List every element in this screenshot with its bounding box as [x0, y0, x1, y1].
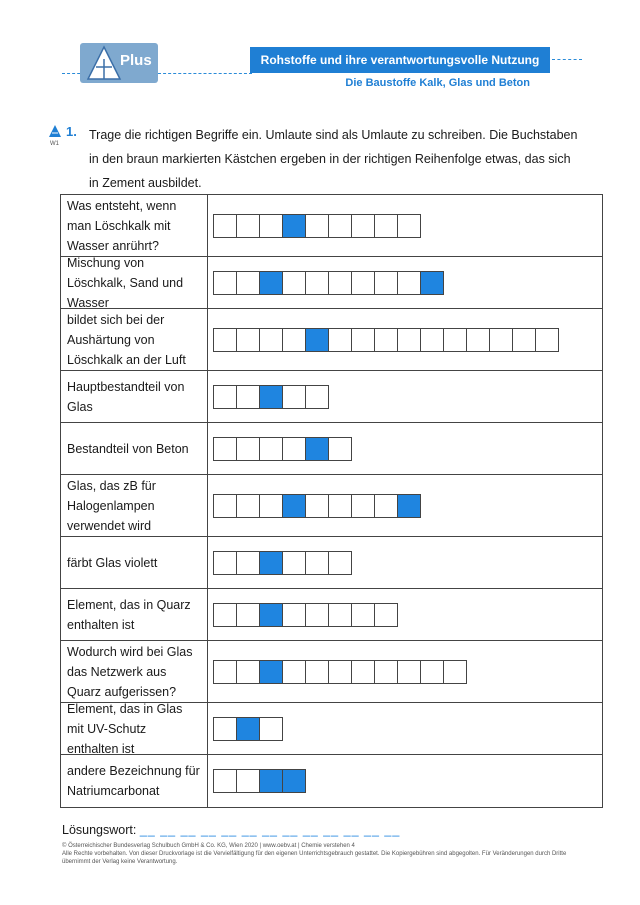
answer-cell[interactable] [213, 717, 237, 741]
answer-cell[interactable] [236, 551, 260, 575]
answer-cell-highlighted[interactable] [282, 214, 306, 238]
puzzle-row [61, 257, 602, 309]
answer-cells [208, 641, 602, 702]
answer-cell[interactable] [213, 494, 237, 518]
solution-label: Lösungswort: [62, 823, 137, 837]
answer-cell[interactable] [282, 603, 306, 627]
answer-cell[interactable] [328, 660, 352, 684]
answer-cell[interactable] [443, 660, 467, 684]
answer-cell[interactable] [397, 214, 421, 238]
logo-text: Plus [120, 52, 152, 69]
answer-cell[interactable] [466, 328, 490, 352]
task-level-label: W1 [50, 141, 59, 147]
answer-cell-highlighted[interactable] [305, 437, 329, 461]
answer-cell[interactable] [328, 551, 352, 575]
answer-cell-highlighted[interactable] [259, 271, 283, 295]
answer-cell[interactable] [213, 328, 237, 352]
clue-text: andere Bezeichnung für Natriumcarbonat [61, 755, 208, 807]
puzzle-row [61, 423, 602, 475]
answer-cell[interactable] [397, 328, 421, 352]
puzzle-row [61, 589, 602, 641]
task-instruction: Trage die richtigen Begriffe ein. Umlaute sind als Umlaute zu schreiben. Die Buchstaben in den braun markierten Kästchen ergeben in der richtigen Reihenfolge etwas, das sich in Zement ausbildet. [89, 128, 578, 190]
clue-text: Hauptbestandteil von Glas [61, 371, 208, 422]
answer-cell[interactable] [282, 271, 306, 295]
answer-cell[interactable] [374, 660, 398, 684]
answer-cell[interactable] [282, 385, 306, 409]
header-title: Rohstoffe und ihre verantwortungsvolle Nutzung [250, 47, 550, 73]
answer-cell[interactable] [328, 214, 352, 238]
answer-cell[interactable] [236, 214, 260, 238]
footer [62, 842, 582, 866]
answer-cells [208, 257, 602, 308]
answer-cell-highlighted[interactable] [259, 660, 283, 684]
answer-cell-highlighted[interactable] [259, 603, 283, 627]
answer-cell[interactable] [328, 437, 352, 461]
answer-cell[interactable] [443, 328, 467, 352]
clue-text: bildet sich bei der Aushärtung von Löschkalk an der Luft [61, 309, 208, 370]
answer-cell[interactable] [351, 214, 375, 238]
clue-text: Was entsteht, wenn man Löschkalk mit Wasser anrührt? [61, 195, 208, 256]
answer-cell[interactable] [397, 660, 421, 684]
puzzle-row [61, 475, 602, 537]
answer-cell[interactable] [259, 214, 283, 238]
answer-cell[interactable] [282, 437, 306, 461]
answer-cells [208, 309, 602, 370]
answer-cell[interactable] [236, 603, 260, 627]
answer-cell[interactable] [305, 494, 329, 518]
answer-cell[interactable] [305, 551, 329, 575]
answer-cell[interactable] [213, 271, 237, 295]
answer-cell-highlighted[interactable] [282, 769, 306, 793]
answer-cells [208, 195, 602, 256]
header-dashed-line-right [552, 59, 582, 60]
answer-cell[interactable] [351, 271, 375, 295]
answer-cell[interactable] [236, 660, 260, 684]
clue-text: Wodurch wird bei Glas das Netzwerk aus Quarz aufgerissen? [61, 641, 208, 702]
answer-cell[interactable] [282, 660, 306, 684]
answer-cell[interactable] [236, 271, 260, 295]
answer-cell[interactable] [213, 660, 237, 684]
answer-cell[interactable] [351, 494, 375, 518]
answer-cell[interactable] [351, 603, 375, 627]
answer-cell[interactable] [328, 271, 352, 295]
answer-cell[interactable] [397, 271, 421, 295]
answer-cell-highlighted[interactable] [259, 769, 283, 793]
header-subtitle: Die Baustoffe Kalk, Glas und Beton [345, 77, 530, 89]
answer-cell-highlighted[interactable] [259, 551, 283, 575]
clue-text: Element, das in Quarz enthalten ist [61, 589, 208, 640]
answer-cell[interactable] [420, 328, 444, 352]
answer-cell[interactable] [236, 769, 260, 793]
answer-cell[interactable] [213, 769, 237, 793]
answer-cell[interactable] [305, 271, 329, 295]
answer-cell[interactable] [374, 214, 398, 238]
answer-cells [208, 755, 602, 807]
answer-cell[interactable] [351, 660, 375, 684]
puzzle-row [61, 195, 602, 257]
answer-cell-highlighted[interactable] [236, 717, 260, 741]
answer-cell[interactable] [259, 494, 283, 518]
task-number: 1. [66, 124, 77, 139]
footer-rights: Alle Rechte vorbehalten. Von dieser Druckvorlage ist die Vervielfältigung für den eigenen Unterrichtsgebrauch gestattet. Die Kopiergebühren sind abgegolten. Für Veränderungen durch Dritte übernimmt der Verlag keine Verantwortung. [62, 851, 567, 865]
puzzle-row [61, 309, 602, 371]
clue-text: färbt Glas violett [61, 537, 208, 588]
answer-cell[interactable] [512, 328, 536, 352]
answer-cell[interactable] [236, 437, 260, 461]
solution-blanks[interactable]: __ __ __ __ __ __ __ __ __ __ __ __ __ [139, 823, 401, 837]
answer-cell[interactable] [374, 494, 398, 518]
answer-cell[interactable] [282, 551, 306, 575]
answer-cells [208, 423, 602, 474]
clue-text: Element, das in Glas mit UV-Schutz enthalten ist [61, 703, 208, 754]
clue-text: Bestandteil von Beton [61, 423, 208, 474]
answer-cell[interactable] [213, 214, 237, 238]
answer-cell[interactable] [351, 328, 375, 352]
answer-cell[interactable] [328, 603, 352, 627]
answer-cells [208, 371, 602, 422]
puzzle-row [61, 641, 602, 703]
answer-cells [208, 589, 602, 640]
answer-cell[interactable] [236, 328, 260, 352]
answer-cell-highlighted[interactable] [259, 385, 283, 409]
crossword-table [60, 194, 603, 808]
answer-cell-highlighted[interactable] [397, 494, 421, 518]
answer-cell[interactable] [213, 551, 237, 575]
plus-logo [80, 43, 158, 83]
answer-cell[interactable] [236, 494, 260, 518]
answer-cell[interactable] [305, 214, 329, 238]
clue-text: Mischung von Löschkalk, Sand und Wasser [61, 257, 208, 308]
solution-line [62, 823, 400, 837]
answer-cell[interactable] [259, 437, 283, 461]
pyramid-icon [86, 45, 122, 81]
puzzle-row [61, 371, 602, 423]
answer-cell[interactable] [489, 328, 513, 352]
puzzle-row [61, 703, 602, 755]
answer-cell[interactable] [213, 437, 237, 461]
answer-cell[interactable] [213, 385, 237, 409]
answer-cell[interactable] [305, 385, 329, 409]
answer-cell[interactable] [374, 328, 398, 352]
answer-cell-highlighted[interactable] [305, 328, 329, 352]
answer-cell[interactable] [328, 328, 352, 352]
answer-cells [208, 703, 602, 754]
task-level-icon [48, 124, 62, 138]
answer-cell[interactable] [374, 271, 398, 295]
answer-cells [208, 537, 602, 588]
answer-cell[interactable] [305, 603, 329, 627]
answer-cell[interactable] [282, 328, 306, 352]
answer-cell[interactable] [305, 660, 329, 684]
answer-cell[interactable] [535, 328, 559, 352]
answer-cells [208, 475, 602, 536]
clue-text: Glas, das zB für Halogenlampen verwendet wird [61, 475, 208, 536]
answer-cell[interactable] [259, 328, 283, 352]
puzzle-row [61, 537, 602, 589]
answer-cell[interactable] [213, 603, 237, 627]
answer-cell[interactable] [374, 603, 398, 627]
puzzle-row [61, 755, 602, 807]
answer-cell-highlighted[interactable] [282, 494, 306, 518]
footer-copyright: © Österreichischer Bundesverlag Schulbuch GmbH & Co. KG, Wien 2020 | www.oebv.at | Chemie verstehen 4 [62, 843, 355, 849]
answer-cell[interactable] [259, 717, 283, 741]
answer-cell[interactable] [236, 385, 260, 409]
answer-cell[interactable] [328, 494, 352, 518]
answer-cell-highlighted[interactable] [420, 271, 444, 295]
answer-cell[interactable] [420, 660, 444, 684]
